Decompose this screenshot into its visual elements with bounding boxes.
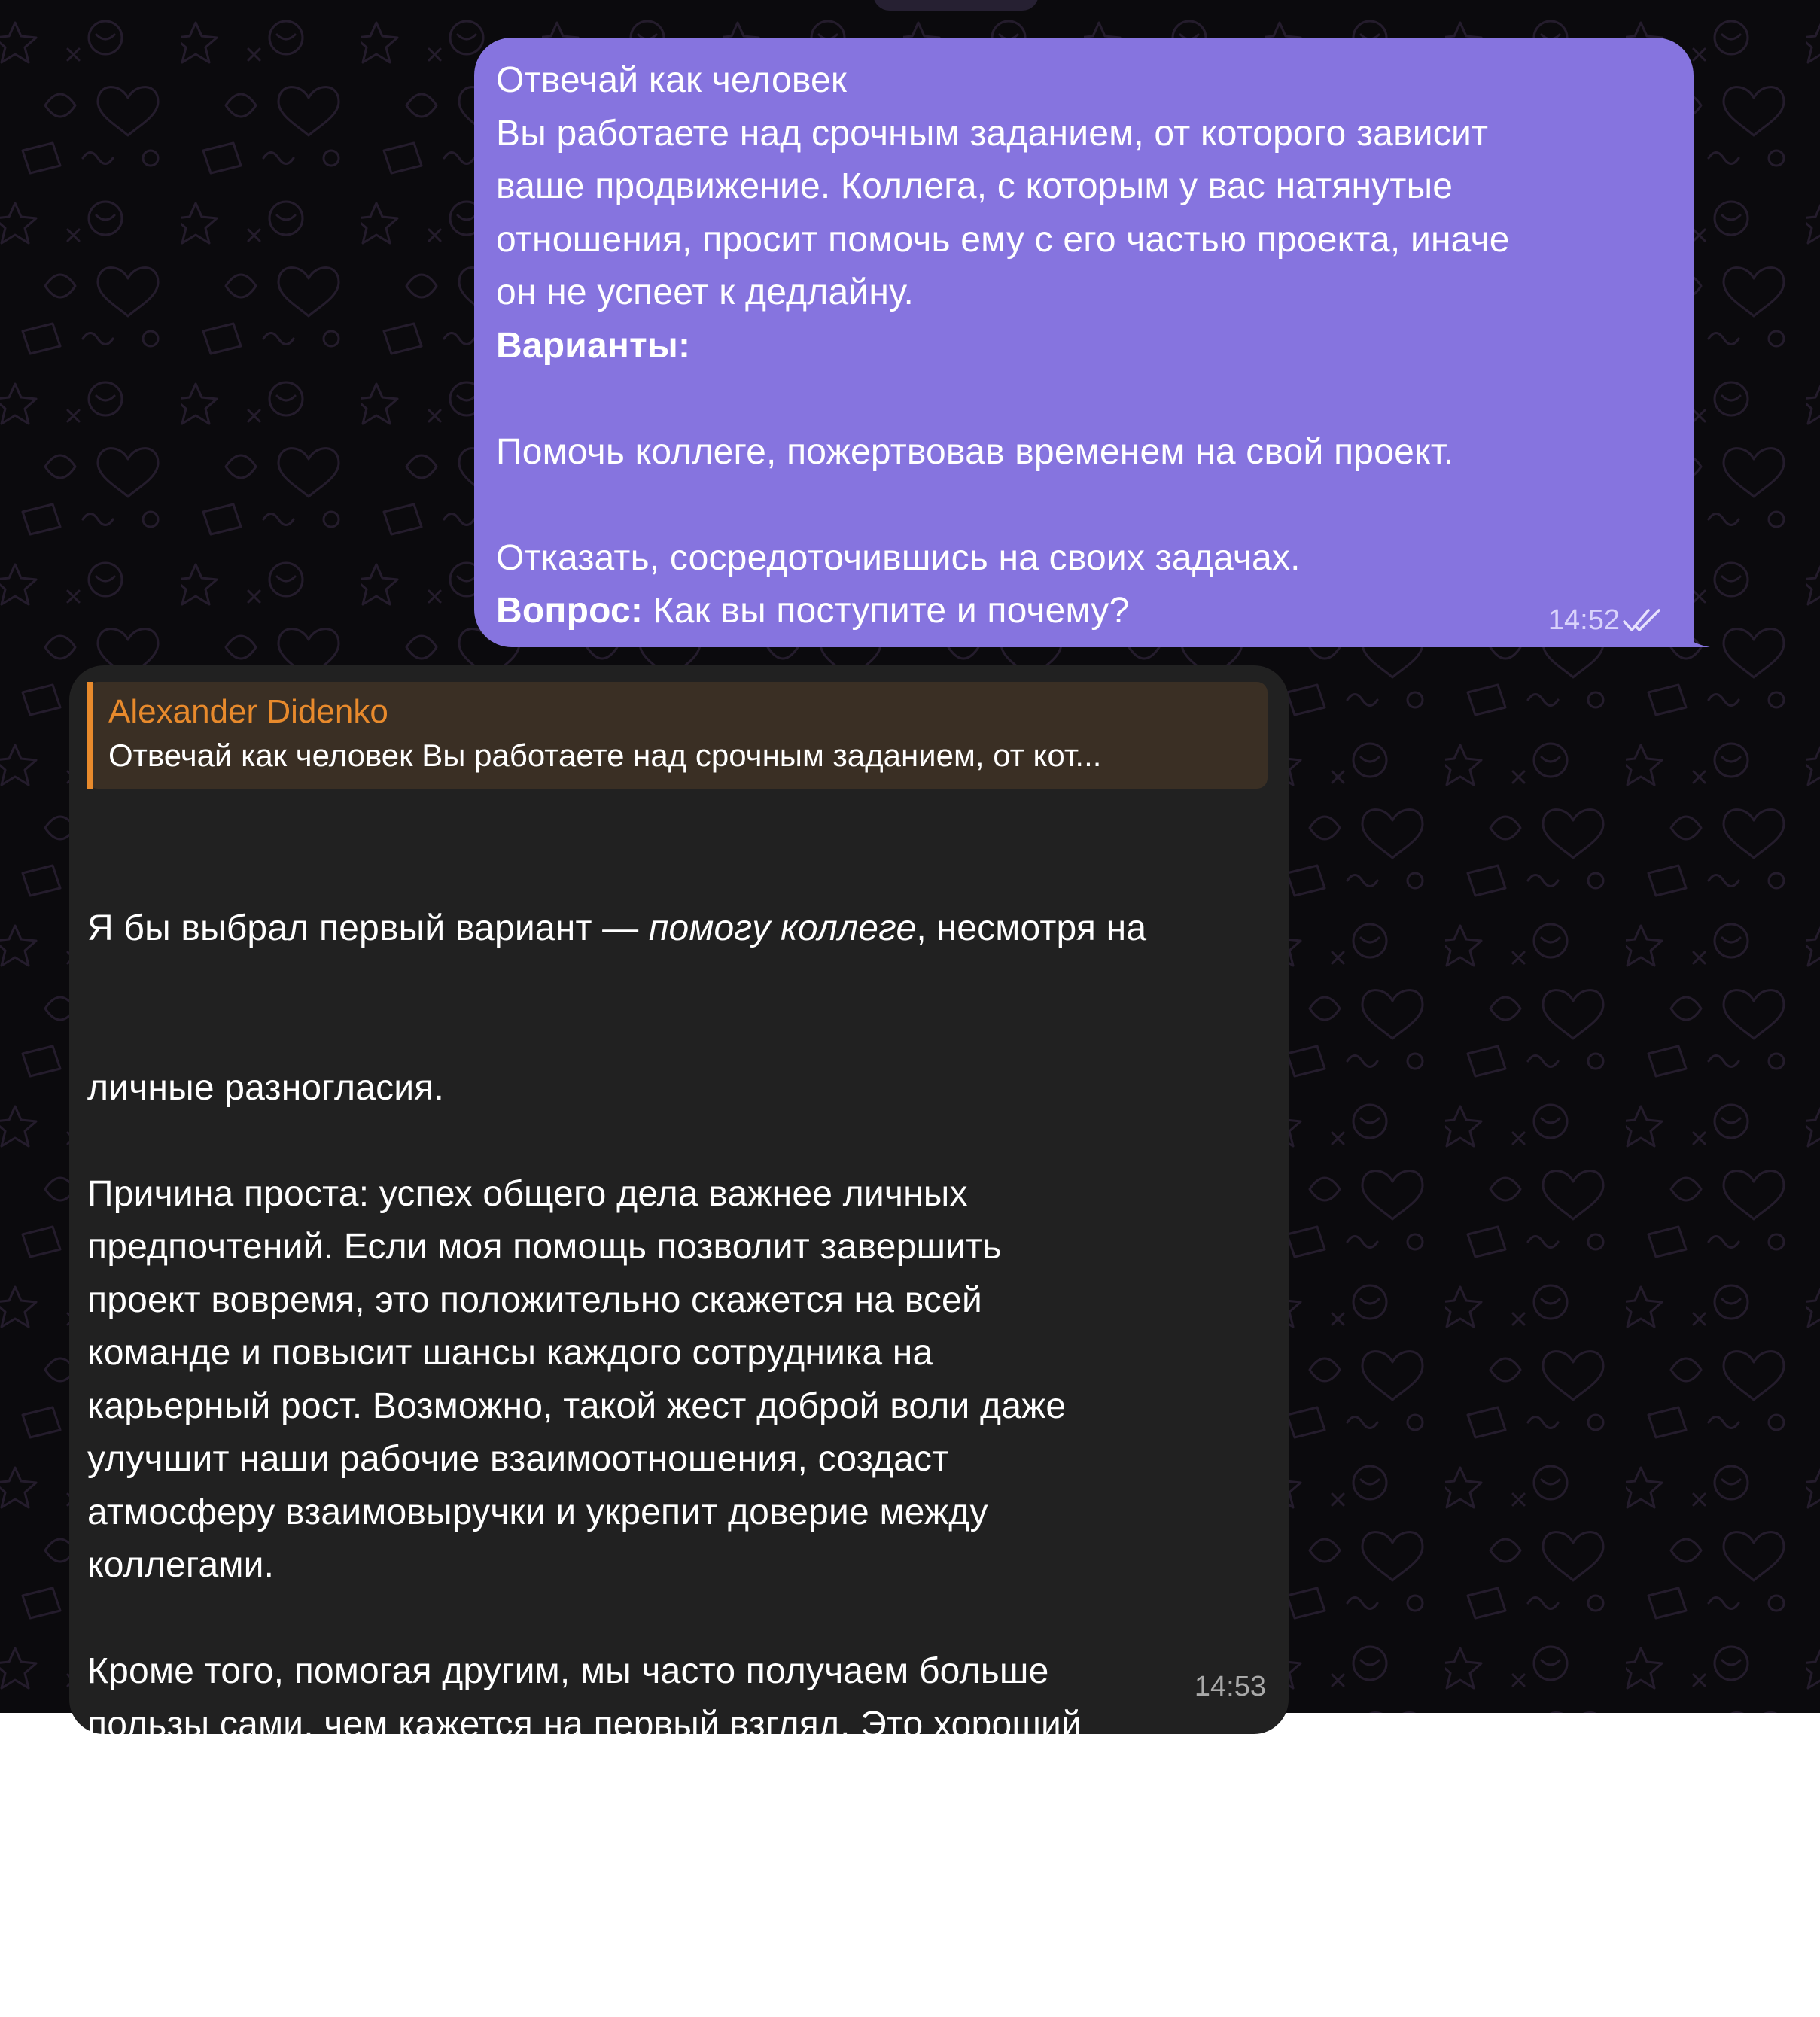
text-segment: Отвечай как человек — [496, 60, 848, 100]
text-segment: Вы работаете над срочным заданием, от которого зависит — [496, 113, 1489, 154]
text-line: ставить общие цели выше личных амбиций. — [87, 1863, 838, 1903]
text-line — [496, 532, 1671, 586]
text-line — [496, 54, 1671, 108]
text-segment: ваше продвижение. Коллега, с которым у вас натянутые — [496, 166, 1453, 206]
text-line: руководству, а также продемонстрировать способность — [87, 1810, 1027, 1851]
text-segment: Помочь коллеге, пожертвовав временем на свой проект. — [496, 431, 1454, 472]
text-line — [496, 266, 1671, 320]
text-segment: Отказать, сосредоточившись на своих задачах. — [496, 537, 1301, 578]
text-line — [496, 585, 1671, 638]
text-line — [87, 1115, 1268, 1168]
outgoing-message-time: 14:52 — [1548, 604, 1620, 636]
reply-author: Alexander Didenko — [108, 693, 388, 730]
text-line: личные разногласия. — [87, 1067, 445, 1108]
text-segment: Я бы выбрал первый вариант — — [87, 908, 649, 948]
incoming-message-bubble[interactable] — [69, 665, 1289, 1903]
text-line: предпочтений. Если моя помощь позволит завершить — [87, 1227, 1002, 1267]
text-line: атмосферу взаимовыручки и укрепит доверие между — [87, 1492, 988, 1532]
text-line — [496, 214, 1671, 267]
outgoing-message-meta — [1548, 604, 1666, 637]
text-line — [496, 479, 1671, 532]
outgoing-message-bubble[interactable] — [474, 38, 1694, 647]
text-line — [496, 373, 1671, 426]
text-line: Кроме того, помогая другим, мы часто получаем больше — [87, 1651, 1049, 1691]
text-segment: отношения, просит помочь ему с его частью проекта, иначе — [496, 219, 1510, 260]
text-line — [496, 426, 1671, 479]
bubble-tail — [1680, 617, 1710, 647]
reply-accent-bar — [87, 682, 93, 789]
top-notch — [873, 0, 1039, 11]
text-line: пользы сами, чем кажется на первый взгляд. Это хороший — [87, 1704, 1082, 1745]
bold-segment: Варианты: — [496, 325, 691, 366]
reply-quote: Отвечай как человек Вы работаете над срочным заданием, от кот... — [108, 738, 1102, 773]
text-line: карьерный рост. Возможно, такой жест доброй воли даже — [87, 1386, 1067, 1426]
text-line: способ показать свою ответственность и профессионализм — [87, 1757, 1100, 1797]
text-line — [87, 902, 1268, 956]
text-line — [496, 320, 1671, 373]
text-segment: Как вы поступите и почему? — [643, 591, 1130, 631]
reply-preview[interactable] — [87, 682, 1268, 789]
text-line — [496, 108, 1671, 161]
bold-segment: Вопрос: — [496, 591, 644, 631]
double-check-icon — [1623, 608, 1666, 634]
text-line — [87, 1593, 1268, 1646]
text-line: проект вовремя, это положительно скажется на всей — [87, 1279, 982, 1320]
text-line: команде и повысит шансы каждого сотрудника на — [87, 1333, 933, 1373]
text-line: Причина проста: успех общего дела важнее личных — [87, 1173, 968, 1214]
outgoing-message-text — [496, 54, 1671, 638]
text-segment: , несмотря на — [916, 908, 1147, 948]
incoming-message-time: 14:53 — [1194, 1671, 1266, 1702]
text-line: коллегами. — [87, 1545, 275, 1585]
italic-segment: помогу коллеге — [648, 908, 917, 948]
incoming-message-text — [87, 796, 1268, 2017]
text-line: улучшит наши рабочие взаимоотношения, создаст — [87, 1439, 949, 1479]
text-segment: он не успеет к дедлайну. — [496, 272, 914, 312]
text-line — [496, 160, 1671, 214]
